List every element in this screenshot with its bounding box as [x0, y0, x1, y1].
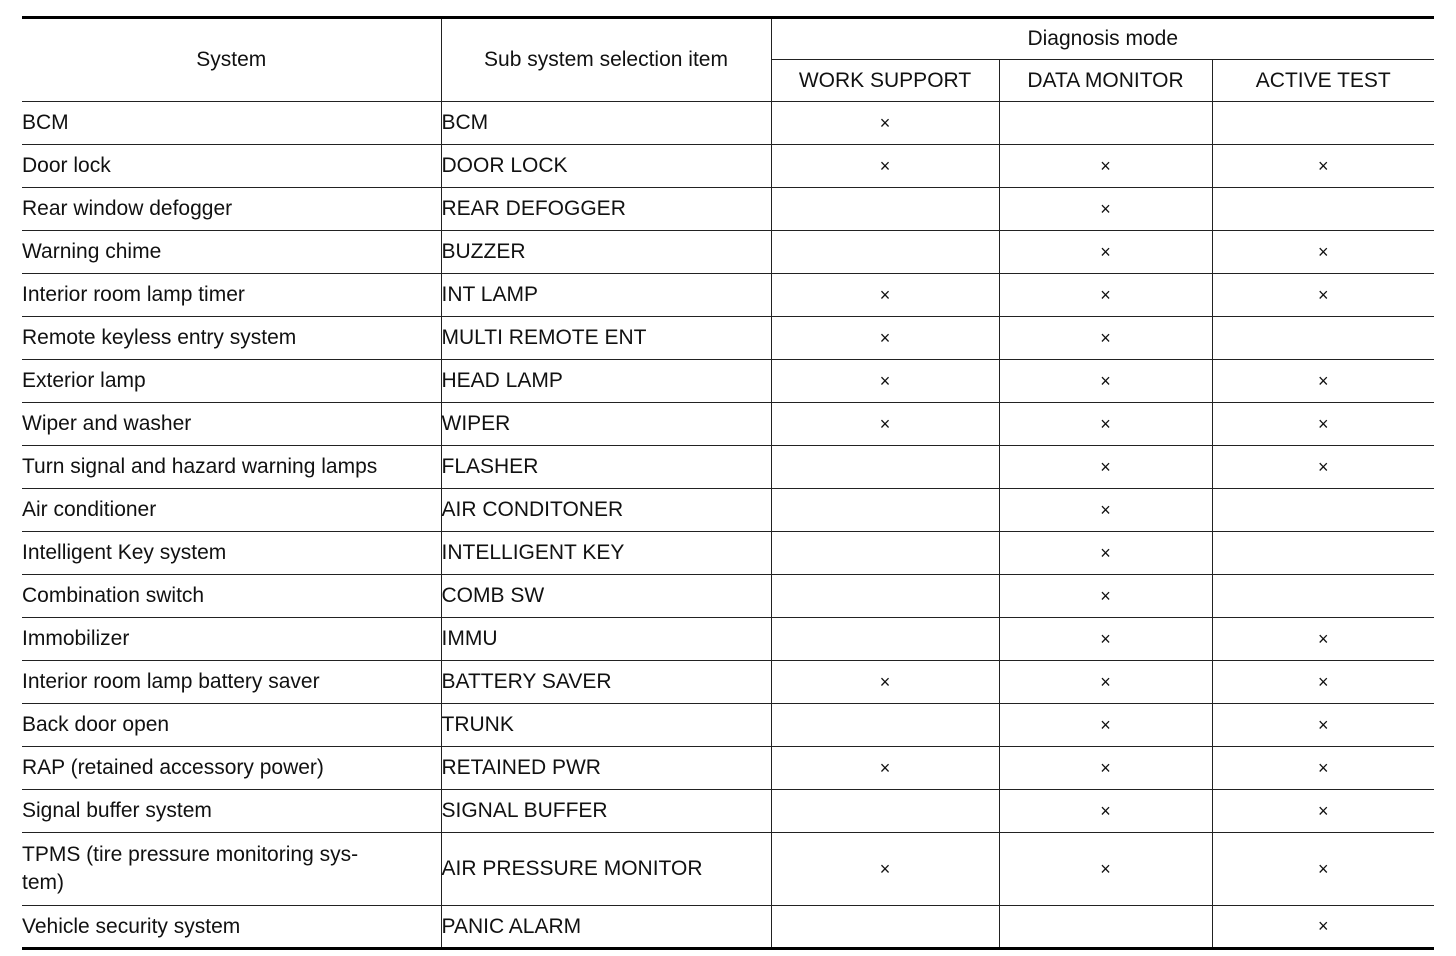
system-cell: Vehicle security system — [22, 906, 441, 949]
sub-system-cell: SIGNAL BUFFER — [441, 790, 771, 833]
table-row — [22, 661, 1434, 704]
active-test-mark — [1212, 317, 1434, 360]
sub-system-cell: BATTERY SAVER — [441, 661, 771, 704]
work-support-mark: × — [771, 317, 999, 360]
system-cell: Air conditioner — [22, 489, 441, 532]
work-support-mark — [771, 532, 999, 575]
system-cell: Combination switch — [22, 575, 441, 618]
data-monitor-mark: × — [999, 833, 1212, 906]
system-cell-line: tem) — [22, 871, 64, 894]
data-monitor-mark: × — [999, 790, 1212, 833]
data-monitor-mark: × — [999, 661, 1212, 704]
table-row — [22, 618, 1434, 661]
active-test-mark — [1212, 489, 1434, 532]
data-monitor-mark: × — [999, 403, 1212, 446]
work-support-mark: × — [771, 747, 999, 790]
header-active-test: ACTIVE TEST — [1212, 60, 1434, 102]
sub-system-cell: HEAD LAMP — [441, 360, 771, 403]
work-support-mark — [771, 489, 999, 532]
active-test-mark: × — [1212, 360, 1434, 403]
diagnosis-table — [22, 16, 1434, 950]
system-cell: Turn signal and hazard warning lamps — [22, 446, 441, 489]
active-test-mark: × — [1212, 790, 1434, 833]
active-test-mark: × — [1212, 618, 1434, 661]
data-monitor-mark: × — [999, 532, 1212, 575]
work-support-mark: × — [771, 360, 999, 403]
work-support-mark — [771, 575, 999, 618]
sub-system-cell: INTELLIGENT KEY — [441, 532, 771, 575]
work-support-mark: × — [771, 102, 999, 145]
table-row — [22, 489, 1434, 532]
system-cell: RAP (retained accessory power) — [22, 747, 441, 790]
active-test-mark: × — [1212, 833, 1434, 906]
table-row — [22, 790, 1434, 833]
active-test-mark: × — [1212, 747, 1434, 790]
work-support-mark — [771, 704, 999, 747]
system-cell: Exterior lamp — [22, 360, 441, 403]
sub-system-cell: COMB SW — [441, 575, 771, 618]
sub-system-cell: TRUNK — [441, 704, 771, 747]
table-row — [22, 446, 1434, 489]
header-sub-system: Sub system selection item — [441, 18, 771, 102]
data-monitor-mark: × — [999, 618, 1212, 661]
active-test-mark: × — [1212, 906, 1434, 949]
system-cell: BCM — [22, 102, 441, 145]
system-cell: Door lock — [22, 145, 441, 188]
data-monitor-mark: × — [999, 747, 1212, 790]
system-cell: Intelligent Key system — [22, 532, 441, 575]
table-row — [22, 833, 1434, 906]
table-row — [22, 188, 1434, 231]
sub-system-cell: WIPER — [441, 403, 771, 446]
data-monitor-mark — [999, 102, 1212, 145]
header-work-support: WORK SUPPORT — [771, 60, 999, 102]
table-row — [22, 102, 1434, 145]
system-cell-line: TPMS (tire pressure monitoring sys- — [22, 843, 359, 866]
data-monitor-mark: × — [999, 360, 1212, 403]
work-support-mark: × — [771, 145, 999, 188]
work-support-mark — [771, 231, 999, 274]
active-test-mark — [1212, 532, 1434, 575]
table-row — [22, 906, 1434, 949]
work-support-mark — [771, 618, 999, 661]
table-row — [22, 145, 1434, 188]
table-row — [22, 231, 1434, 274]
system-cell: Immobilizer — [22, 618, 441, 661]
data-monitor-mark: × — [999, 188, 1212, 231]
system-cell: Wiper and washer — [22, 403, 441, 446]
system-cell: Signal buffer system — [22, 790, 441, 833]
work-support-mark — [771, 906, 999, 949]
sub-system-cell: FLASHER — [441, 446, 771, 489]
active-test-mark — [1212, 575, 1434, 618]
active-test-mark: × — [1212, 704, 1434, 747]
active-test-mark — [1212, 102, 1434, 145]
sub-system-cell: IMMU — [441, 618, 771, 661]
data-monitor-mark: × — [999, 489, 1212, 532]
data-monitor-mark: × — [999, 446, 1212, 489]
sub-system-cell: BUZZER — [441, 231, 771, 274]
table-row — [22, 274, 1434, 317]
system-cell: Remote keyless entry system — [22, 317, 441, 360]
active-test-mark: × — [1212, 231, 1434, 274]
active-test-mark: × — [1212, 446, 1434, 489]
active-test-mark: × — [1212, 403, 1434, 446]
work-support-mark: × — [771, 403, 999, 446]
sub-system-cell: AIR PRESSURE MONITOR — [441, 833, 771, 906]
sub-system-cell: RETAINED PWR — [441, 747, 771, 790]
work-support-mark: × — [771, 274, 999, 317]
data-monitor-mark: × — [999, 704, 1212, 747]
table-row — [22, 575, 1434, 618]
work-support-mark — [771, 790, 999, 833]
data-monitor-mark: × — [999, 274, 1212, 317]
data-monitor-mark: × — [999, 317, 1212, 360]
header-diagnosis-mode: Diagnosis mode — [771, 18, 1434, 60]
sub-system-cell: REAR DEFOGGER — [441, 188, 771, 231]
table-row — [22, 317, 1434, 360]
table-row — [22, 747, 1434, 790]
data-monitor-mark: × — [999, 145, 1212, 188]
system-cell — [22, 833, 441, 906]
sub-system-cell: BCM — [441, 102, 771, 145]
system-cell: Warning chime — [22, 231, 441, 274]
table-row — [22, 532, 1434, 575]
sub-system-cell: INT LAMP — [441, 274, 771, 317]
system-cell: Interior room lamp timer — [22, 274, 441, 317]
system-cell: Back door open — [22, 704, 441, 747]
work-support-mark — [771, 188, 999, 231]
sub-system-cell: PANIC ALARM — [441, 906, 771, 949]
table-row — [22, 403, 1434, 446]
active-test-mark — [1212, 188, 1434, 231]
data-monitor-mark: × — [999, 575, 1212, 618]
active-test-mark: × — [1212, 274, 1434, 317]
data-monitor-mark: × — [999, 231, 1212, 274]
sub-system-cell: DOOR LOCK — [441, 145, 771, 188]
table-row — [22, 360, 1434, 403]
header-data-monitor: DATA MONITOR — [999, 60, 1212, 102]
active-test-mark: × — [1212, 661, 1434, 704]
system-cell: Rear window defogger — [22, 188, 441, 231]
active-test-mark: × — [1212, 145, 1434, 188]
sub-system-cell: AIR CONDITONER — [441, 489, 771, 532]
header-system: System — [22, 18, 441, 102]
work-support-mark: × — [771, 833, 999, 906]
sub-system-cell: MULTI REMOTE ENT — [441, 317, 771, 360]
system-cell: Interior room lamp battery saver — [22, 661, 441, 704]
table-row — [22, 704, 1434, 747]
work-support-mark: × — [771, 661, 999, 704]
data-monitor-mark — [999, 906, 1212, 949]
work-support-mark — [771, 446, 999, 489]
